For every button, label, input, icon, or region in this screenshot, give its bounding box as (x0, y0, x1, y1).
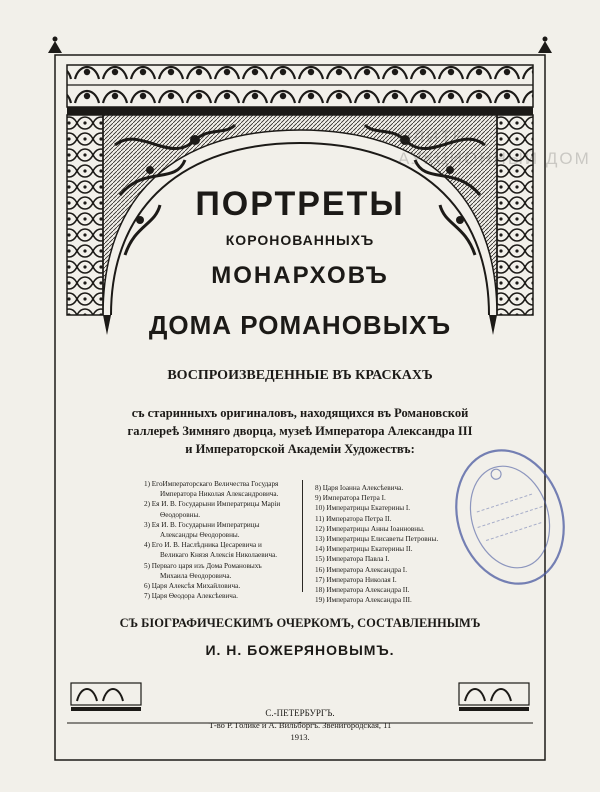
list-item-sub: Михаила Ѳеодоровича. (160, 571, 232, 580)
list-item: 10) Императрицы Екатерины I. (315, 504, 411, 513)
watermark-line1: ОЛИТЕ (398, 127, 467, 146)
list-item: 18) Императора Александра II. (315, 586, 410, 595)
list-item: 8) Царя Іоанна Алексѣевича. (315, 484, 404, 492)
list-divider (302, 480, 303, 592)
finial-right (538, 37, 552, 54)
subtitle-line: и Императорской Академіи Художествъ: (185, 442, 415, 456)
bottom-ornament-right (459, 683, 529, 711)
list-item: 11) Императора Петра II. (315, 514, 392, 523)
list-item-sub: Великаго Князя Алексія Николаевича. (160, 551, 278, 560)
list-item: 1) ЕгоИмператорскаго Величества Государя (144, 480, 279, 488)
list-item: 17) Императора Николая I. (315, 575, 397, 584)
list-item-sub: Императора Николая Александровича. (160, 490, 279, 499)
list-item-sub: Александры Ѳеодоровны. (160, 531, 240, 540)
list-item: 14) Императрицы Екатерины II. (315, 545, 413, 554)
title-monarchs: МОНАРХОВЪ (211, 262, 389, 289)
list-item: 4) Его И. В. Наслѣдника Цесаревича и (144, 541, 262, 550)
title-reproduced: ВОСПРОИЗВЕДЕННЫЕ ВЪ КРАСКАХЪ (167, 368, 433, 383)
list-item: 3) Ея И. В. Государыни Императрицы (144, 520, 260, 529)
biography-line: СЪ БІОГРАФИЧЕСКИМЪ ОЧЕРКОМЪ, СОСТАВЛЕННЫМЪ (119, 616, 481, 630)
author-name: И. Н. БОЖЕРЯНОВЫМЪ. (205, 642, 395, 658)
imprint-city: С.-ПЕТЕРБУРГЪ. (265, 708, 335, 718)
imprint-publisher: Т-во Р. Голике и А. Вильборгъ. Звенигородская, 11 (208, 720, 392, 730)
portrait-list-left (144, 479, 292, 601)
watermark (398, 126, 591, 170)
list-item: 9) Императора Петра I. (315, 494, 386, 503)
title-crowned: КОРОНОВАННЫХЪ (225, 232, 375, 248)
title-portraits: ПОРТРЕТЫ (195, 185, 405, 223)
list-item: 16) Императора Александра I. (315, 565, 407, 574)
subtitle-line: съ старинныхъ оригиналовъ, находящихся въ Романовской (131, 406, 469, 420)
library-stamp (440, 432, 580, 602)
list-item: 5) Перваго царя изъ Дома Романовыхъ (144, 561, 262, 570)
subtitle-line: галлереѣ Зимняго дворца, музеѣ Императора Александра III (127, 424, 473, 438)
list-item: 19) Императора Александра III. (315, 596, 412, 605)
list-item-sub: Ѳеодоровны. (160, 510, 201, 519)
list-item: 6) Царя Алексѣя Михайловича. (144, 582, 241, 591)
finial-left (48, 37, 62, 54)
list-item: 7) Царя Ѳеодора Алексѣевича. (144, 592, 238, 601)
list-item: 12) Императрицы Анны Іоанновны. (315, 524, 425, 533)
list-item: 15) Императора Павла I. (315, 555, 390, 564)
list-item: 13) Императрицы Елисаветы Петровны. (315, 535, 439, 544)
title-house-romanov: ДОМА РОМАНОВЫХЪ (148, 310, 452, 340)
list-item: 2) Ея И. В. Государыни Императрицы Маріи (144, 500, 281, 509)
bottom-ornament-left (71, 683, 141, 711)
imprint-year: 1913. (290, 732, 310, 742)
watermark-line2: АУКЦИОННЫЙ ДОМ (398, 149, 591, 168)
